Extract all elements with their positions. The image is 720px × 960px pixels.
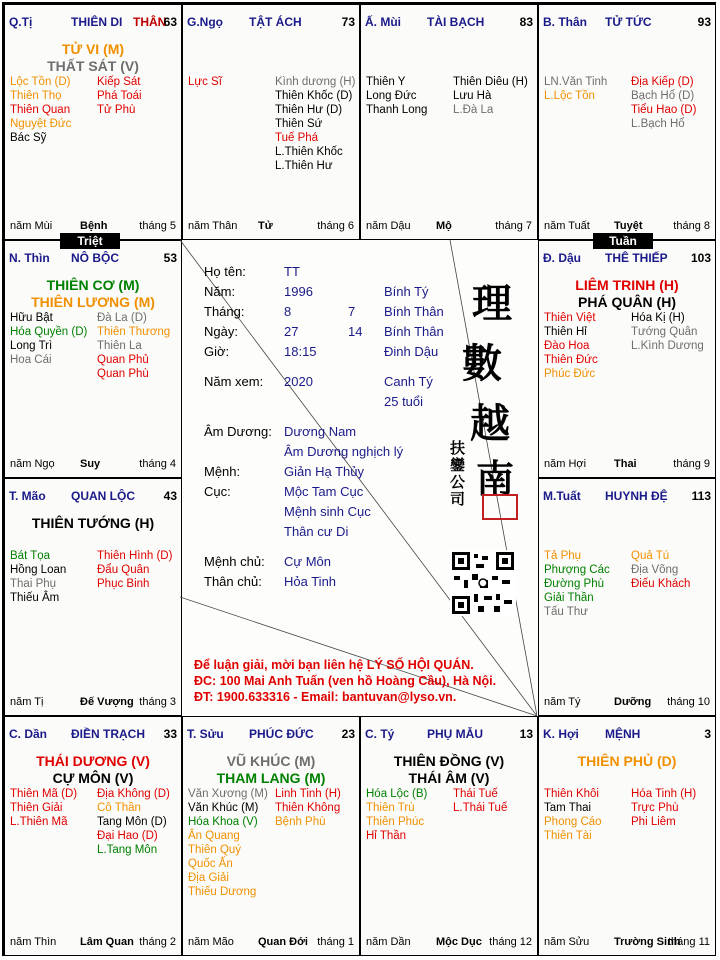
year-value: 1996	[284, 284, 313, 299]
minor-star: Hữu Bật	[10, 312, 53, 324]
main-star: THIÊN CƠ (M)	[46, 277, 140, 293]
minor-star: Thiên Quý	[188, 844, 242, 856]
minor-star: Địa Kiếp (D)	[631, 76, 694, 88]
cuc-value-2: Mệnh sinh Cục	[284, 504, 371, 519]
minor-star: Nguyệt Đức	[10, 118, 72, 130]
palace-footer	[366, 936, 532, 950]
footer-year: năm Dần	[366, 936, 411, 948]
minor-star: Văn Khúc (M)	[188, 802, 259, 814]
minor-star: LN.Văn Tinh	[544, 76, 608, 88]
palace-house: QUAN LỘC	[71, 489, 135, 503]
palace-house: MỆNH	[605, 727, 641, 741]
palace-footer	[10, 458, 176, 472]
minor-stars-left	[544, 311, 598, 381]
palace-header	[9, 727, 177, 743]
minor-star: Cô Thần	[97, 802, 141, 814]
minor-star: Tam Thai	[544, 802, 592, 814]
minor-star: Thai Phụ	[10, 578, 57, 590]
palace-age: 3	[704, 727, 711, 741]
contact-line-1: Để luận giải, mời bạn liên hệ LÝ SỐ HỘI QUÁN.	[194, 658, 474, 672]
month-lunar: 7	[348, 304, 356, 319]
footer-stage: Đế Vượng	[80, 696, 134, 708]
palace-footer	[544, 220, 710, 234]
palace-suu[interactable]	[182, 716, 360, 956]
palace-footer	[544, 458, 710, 472]
palace-mao[interactable]	[4, 478, 182, 716]
palace-header	[543, 727, 711, 743]
main-stars	[361, 753, 537, 787]
footer-month: tháng 11	[667, 936, 710, 948]
contact-line-3[interactable]: ĐT: 1900.633316 - Email: bantuvan@lyso.vn.	[194, 690, 457, 704]
amduong-value-2: Âm Dương nghịch lý	[284, 444, 404, 459]
minor-star: Tang Môn (D)	[97, 816, 167, 828]
minor-stars-right	[97, 311, 170, 381]
minor-star: Thiên Không	[275, 802, 341, 814]
minor-star: Thiên Đức	[544, 354, 598, 366]
palace-age: 43	[163, 489, 177, 503]
palace-header	[9, 251, 177, 267]
minor-star: Lực Sĩ	[188, 76, 222, 88]
minor-star: Thiên Thọ	[10, 90, 62, 102]
menh-chu-label: Mệnh chủ:	[204, 554, 265, 569]
hour-label: Giờ:	[204, 344, 230, 359]
palace-ngo[interactable]	[182, 4, 360, 240]
day-lunar: 14	[348, 324, 363, 339]
calligraphy-side: 扶鑾公司	[450, 439, 466, 508]
minor-stars-left	[366, 75, 427, 117]
palace-branch: B. Thân	[543, 15, 587, 29]
palace-branch: Q.Tị	[9, 15, 33, 29]
palace-mui[interactable]	[360, 4, 538, 240]
minor-star: Phúc Đức	[544, 368, 596, 380]
palace-footer	[188, 220, 354, 234]
cuc-value: Mộc Tam Cục	[284, 484, 364, 499]
minor-stars-right	[631, 311, 704, 353]
minor-stars-left	[10, 787, 77, 829]
main-stars	[183, 753, 359, 787]
footer-stage: Dưỡng	[614, 696, 652, 708]
minor-star: Long Trì	[10, 340, 53, 352]
palace-footer	[10, 936, 176, 950]
cuc-label: Cục:	[204, 484, 231, 499]
main-star: LIÊM TRINH (H)	[575, 277, 679, 293]
palace-header	[543, 251, 711, 267]
palace-branch: T. Sửu	[187, 727, 224, 741]
palace-branch: Đ. Dậu	[543, 251, 582, 265]
minor-stars-left	[10, 311, 87, 367]
view-year-value: 2020	[284, 374, 313, 389]
minor-stars-left	[10, 549, 66, 605]
minor-star: L.Thái Tuế	[453, 802, 508, 814]
name-value: TT	[284, 264, 300, 279]
footer-stage: Tử	[258, 220, 273, 232]
palace-branch: N. Thìn	[9, 251, 50, 265]
palace-footer	[544, 936, 710, 950]
hour-can: Đinh Dậu	[384, 344, 439, 359]
minor-stars-right	[275, 787, 341, 829]
minor-star: Thiên Sứ	[275, 118, 323, 130]
footer-stage: Suy	[80, 458, 101, 470]
minor-stars-right	[453, 787, 507, 815]
minor-star: Kình dương (H)	[275, 76, 356, 88]
footer-year: năm Mùi	[10, 220, 53, 232]
calligraphy-char-1: 理	[472, 280, 512, 327]
minor-star: Địa Không (D)	[97, 788, 170, 800]
minor-star: Hóa Quyền (D)	[10, 326, 88, 338]
minor-star: Hỉ Thần	[366, 830, 407, 842]
view-year-label: Năm xem:	[204, 374, 264, 389]
month-label: Tháng:	[204, 304, 245, 319]
footer-month: tháng 10	[667, 696, 710, 708]
minor-stars-left	[544, 787, 602, 843]
palace-hoi[interactable]	[538, 716, 716, 956]
minor-star: Ân Quang	[188, 830, 240, 842]
minor-star: Thiên Tài	[544, 830, 592, 842]
minor-star: Quốc Ấn	[188, 858, 233, 870]
calligraphy-char-2: 數	[462, 340, 502, 387]
palace-house: TỬ TỨC	[605, 15, 652, 29]
palace-house: PHÚC ĐỨC	[249, 727, 314, 741]
minor-star: Thiên Phúc	[366, 816, 425, 828]
palace-branch: C. Dần	[9, 727, 48, 741]
footer-month: tháng 6	[317, 220, 354, 232]
footer-month: tháng 5	[139, 220, 176, 232]
minor-star: Trực Phù	[631, 802, 679, 814]
footer-year: năm Tý	[544, 696, 581, 708]
year-label: Năm:	[204, 284, 236, 299]
minor-star: Hóa Tinh (H)	[631, 788, 697, 800]
palace-house: ĐIỀN TRẠCH	[71, 727, 145, 741]
palace-house: TẬT ÁCH	[249, 15, 302, 29]
minor-star: Thiên Hình (D)	[97, 550, 173, 562]
minor-stars-left	[366, 787, 427, 843]
palace-age: 53	[163, 251, 177, 265]
footer-month: tháng 2	[139, 936, 176, 948]
minor-star: Thanh Long	[366, 104, 428, 116]
minor-star: Tấu Thư	[544, 606, 588, 618]
minor-star: Thiên Khôi	[544, 788, 599, 800]
minor-star: Địa Võng	[631, 564, 679, 576]
cuc-value-3: Thân cư Di	[284, 524, 349, 539]
minor-star: Hồng Loan	[10, 564, 67, 576]
minor-star: Phi Liêm	[631, 816, 676, 828]
minor-star: Thiên Quan	[10, 104, 71, 116]
footer-year: năm Tuất	[544, 220, 590, 232]
minor-star: Đại Hao (D)	[97, 830, 158, 842]
qr-code-pattern	[450, 550, 516, 616]
palace-than-marker: THÂN	[133, 15, 167, 29]
menh-label: Mệnh:	[204, 464, 241, 479]
footer-month: tháng 1	[317, 936, 354, 948]
main-star: THÁI ÂM (V)	[408, 770, 490, 786]
palace-footer	[366, 220, 532, 234]
minor-star: Thiên Diêu (H)	[453, 76, 528, 88]
palace-branch: M.Tuất	[543, 489, 581, 503]
palace-age: 63	[163, 15, 177, 29]
palace-ty2[interactable]	[360, 716, 538, 956]
palace-house: NÔ BỘC	[71, 251, 119, 265]
minor-star: Bạch Hổ (D)	[631, 90, 695, 102]
footer-year: năm Mão	[188, 936, 234, 948]
main-star: THIÊN TƯỚNG (H)	[31, 515, 155, 531]
footer-stage: Bệnh	[80, 220, 108, 232]
tuan-tag: Tuần	[593, 233, 653, 249]
minor-star: Linh Tinh (H)	[275, 788, 341, 800]
minor-star: Thiên Trù	[366, 802, 415, 814]
minor-star: Kiếp Sát	[97, 76, 141, 88]
palace-house: THIÊN DI	[71, 15, 123, 29]
palace-footer	[10, 220, 176, 234]
minor-star: Quan Phù	[97, 368, 149, 380]
minor-star: Tiểu Hao (D)	[631, 104, 697, 116]
minor-stars-right	[453, 75, 528, 117]
footer-month: tháng 8	[673, 220, 710, 232]
palace-age: 33	[163, 727, 177, 741]
minor-stars-left	[188, 787, 268, 899]
minor-stars-left	[544, 75, 607, 103]
palace-header	[9, 489, 177, 505]
footer-month: tháng 12	[489, 936, 532, 948]
minor-stars-left	[10, 75, 71, 145]
month-value: 8	[284, 304, 292, 319]
minor-star: Bác Sỹ	[10, 132, 47, 144]
footer-year: năm Sửu	[544, 936, 590, 948]
palace-than[interactable]	[538, 4, 716, 240]
palace-thin[interactable]	[4, 240, 182, 478]
footer-stage: Lâm Quan	[80, 936, 134, 948]
palace-age: 23	[341, 727, 355, 741]
palace-footer	[10, 696, 176, 710]
red-seal-stamp	[482, 494, 518, 520]
minor-star: Thiên Y	[366, 76, 406, 88]
palace-house: HUYNH ĐỆ	[605, 489, 668, 503]
main-star: VŨ KHÚC (M)	[226, 753, 316, 769]
minor-star: Tuế Phá	[275, 132, 319, 144]
footer-month: tháng 7	[495, 220, 532, 232]
footer-stage: Tuyệt	[614, 220, 643, 232]
minor-star: Thiên Việt	[544, 312, 596, 324]
palace-footer	[188, 936, 354, 950]
amduong-label: Âm Dương:	[204, 424, 272, 439]
view-year-can: Canh Tý	[384, 374, 433, 389]
footer-year: năm Dậu	[366, 220, 411, 232]
palace-age: 93	[697, 15, 711, 29]
main-star: THẤT SÁT (V)	[47, 58, 139, 74]
minor-star: L.Đà La	[453, 104, 494, 116]
minor-star: Quả Tú	[631, 550, 670, 562]
footer-year: năm Hợi	[544, 458, 587, 470]
month-can: Bính Thân	[384, 304, 444, 319]
menh-value: Giản Hạ Thủy	[284, 464, 364, 479]
than-chu-label: Thân chủ:	[204, 574, 262, 589]
palace-branch: T. Mão	[9, 489, 46, 503]
palace-header	[365, 727, 533, 743]
main-stars	[5, 41, 181, 75]
minor-star: L.Bạch Hổ	[631, 118, 685, 130]
palace-header	[9, 15, 177, 31]
main-star: THIÊN LƯƠNG (M)	[31, 294, 155, 310]
main-star: TỬ VI (M)	[61, 41, 125, 57]
minor-star: Bát Tọa	[10, 550, 51, 562]
footer-month: tháng 9	[673, 458, 710, 470]
main-star: THAM LANG (M)	[216, 770, 326, 786]
footer-stage: Mộ	[436, 220, 452, 232]
footer-stage: Mộc Dục	[436, 936, 482, 948]
minor-star: L.Thiên Hư	[275, 160, 333, 172]
palace-age: 83	[519, 15, 533, 29]
minor-star: Thiên Khốc (D)	[275, 90, 353, 102]
main-stars	[5, 515, 181, 532]
palace-footer	[544, 696, 710, 710]
minor-star: Thiên La	[97, 340, 142, 352]
palace-dau[interactable]	[538, 240, 716, 478]
minor-star: Phong Cáo	[544, 816, 602, 828]
minor-stars-right	[97, 787, 170, 857]
footer-year: năm Tị	[10, 696, 44, 708]
footer-year: năm Thìn	[10, 936, 57, 948]
minor-stars-right	[631, 549, 690, 591]
main-stars	[5, 753, 181, 787]
than-chu-value: Hỏa Tinh	[284, 574, 337, 589]
minor-star: Bệnh Phù	[275, 816, 326, 828]
center-panel	[180, 240, 537, 716]
minor-star: Hóa Kị (H)	[631, 312, 685, 324]
footer-year: năm Ngọ	[10, 458, 55, 470]
minor-stars-right	[97, 75, 142, 117]
day-can: Bính Thân	[384, 324, 444, 339]
main-star: THIÊN ĐỒNG (V)	[393, 753, 505, 769]
minor-star: L.Thiên Mã	[10, 816, 68, 828]
day-value: 27	[284, 324, 299, 339]
minor-star: Phục Binh	[97, 578, 150, 590]
minor-star: L.Kình Dương	[631, 340, 704, 352]
minor-star: Thiếu Âm	[10, 592, 60, 604]
minor-star: Phá Toái	[97, 90, 142, 102]
minor-star: Quan Phủ	[97, 354, 149, 366]
minor-star: Thiên Mã (D)	[10, 788, 78, 800]
main-star: PHÁ QUÂN (H)	[578, 294, 676, 310]
palace-ty[interactable]	[4, 4, 182, 240]
minor-star: Đường Phù	[544, 578, 604, 590]
minor-star: Hóa Khoa (V)	[188, 816, 258, 828]
main-star: CỰ MÔN (V)	[52, 770, 134, 786]
minor-star: Địa Giải	[188, 872, 229, 884]
minor-star: L.Tang Môn	[97, 844, 158, 856]
amduong-value: Dương Nam	[284, 424, 357, 439]
palace-header	[187, 727, 355, 743]
triet-tag: Triệt	[60, 233, 120, 249]
calligraphy-char-4: 南	[476, 456, 515, 501]
minor-stars-left	[188, 75, 222, 89]
minor-star: Hóa Lộc (B)	[366, 788, 428, 800]
palace-tuat[interactable]	[538, 478, 716, 716]
main-star: THÁI DƯƠNG (V)	[36, 753, 150, 769]
footer-stage: Quan Đới	[258, 936, 308, 948]
minor-star: Đẩu Quân	[97, 564, 150, 576]
palace-header	[187, 15, 355, 31]
minor-stars-right	[631, 787, 696, 829]
palace-branch: C. Tý	[365, 727, 395, 741]
palace-age: 73	[341, 15, 355, 29]
minor-star: Lộc Tồn (D)	[10, 76, 71, 88]
palace-age: 113	[691, 489, 711, 503]
minor-stars-right	[97, 549, 172, 591]
year-can: Bính Tý	[384, 284, 429, 299]
minor-star: Thiên Giải	[10, 802, 63, 814]
palace-branch: K. Hợi	[543, 727, 579, 741]
palace-header	[543, 15, 711, 31]
palace-house: TÀI BẠCH	[427, 15, 485, 29]
palace-age: 103	[690, 251, 711, 265]
palace-house: PHỤ MẪU	[427, 727, 483, 741]
minor-star: Đà La (D)	[97, 312, 147, 324]
name-label: Họ tên:	[204, 264, 246, 279]
contact-line-2: ĐC: 100 Mai Anh Tuấn (ven hồ Hoàng Cầu), Hà Nội.	[194, 674, 497, 688]
main-stars	[539, 277, 715, 311]
main-stars	[5, 277, 181, 311]
minor-star: Tướng Quân	[631, 326, 698, 338]
minor-star: Văn Xương (M)	[188, 788, 268, 800]
footer-stage: Thai	[614, 458, 637, 470]
footer-month: tháng 3	[139, 696, 176, 708]
calligraphy-char-3: 越	[470, 400, 510, 447]
minor-star: Đào Hoa	[544, 340, 590, 352]
main-stars	[539, 753, 715, 770]
qr-code[interactable]	[450, 550, 516, 616]
footer-stage: Trường Sinh	[614, 936, 681, 948]
minor-star: Long Đức	[366, 90, 417, 102]
minor-star: Điếu Khách	[631, 578, 691, 590]
minor-stars-left	[544, 549, 610, 619]
menh-chu-value: Cự Môn	[284, 554, 331, 569]
footer-month: tháng 4	[139, 458, 176, 470]
minor-star: Thiên Thương	[97, 326, 171, 338]
minor-star: Thiên Hỉ	[544, 326, 587, 338]
minor-star: L.Thiên Khốc	[275, 146, 343, 158]
minor-star: Thiếu Dương	[188, 886, 257, 898]
palace-age: 13	[519, 727, 533, 741]
minor-star: Lưu Hà	[453, 90, 492, 102]
age-value: 25 tuổi	[384, 394, 424, 409]
day-label: Ngày:	[204, 324, 238, 339]
minor-star: Giải Thần	[544, 592, 594, 604]
minor-star: Hoa Cái	[10, 354, 52, 366]
minor-stars-right	[275, 75, 355, 173]
main-star: THIÊN PHỦ (D)	[577, 753, 677, 769]
minor-star: Thiên Hư (D)	[275, 104, 343, 116]
footer-year: năm Thân	[188, 220, 238, 232]
minor-star: Thái Tuế	[453, 788, 498, 800]
hour-value: 18:15	[284, 344, 317, 359]
minor-star: Phượng Các	[544, 564, 610, 576]
palace-house: THÊ THIẾP	[605, 251, 668, 265]
palace-header	[365, 15, 533, 31]
minor-stars-right	[631, 75, 696, 131]
minor-star: L.Lộc Tồn	[544, 90, 595, 102]
palace-dan[interactable]	[4, 716, 182, 956]
minor-star: Tử Phù	[97, 104, 136, 116]
palace-branch: Ấ. Mùi	[365, 15, 401, 29]
palace-branch: G.Ngọ	[187, 15, 223, 29]
minor-star: Tả Phụ	[544, 550, 582, 562]
palace-header	[543, 489, 711, 505]
